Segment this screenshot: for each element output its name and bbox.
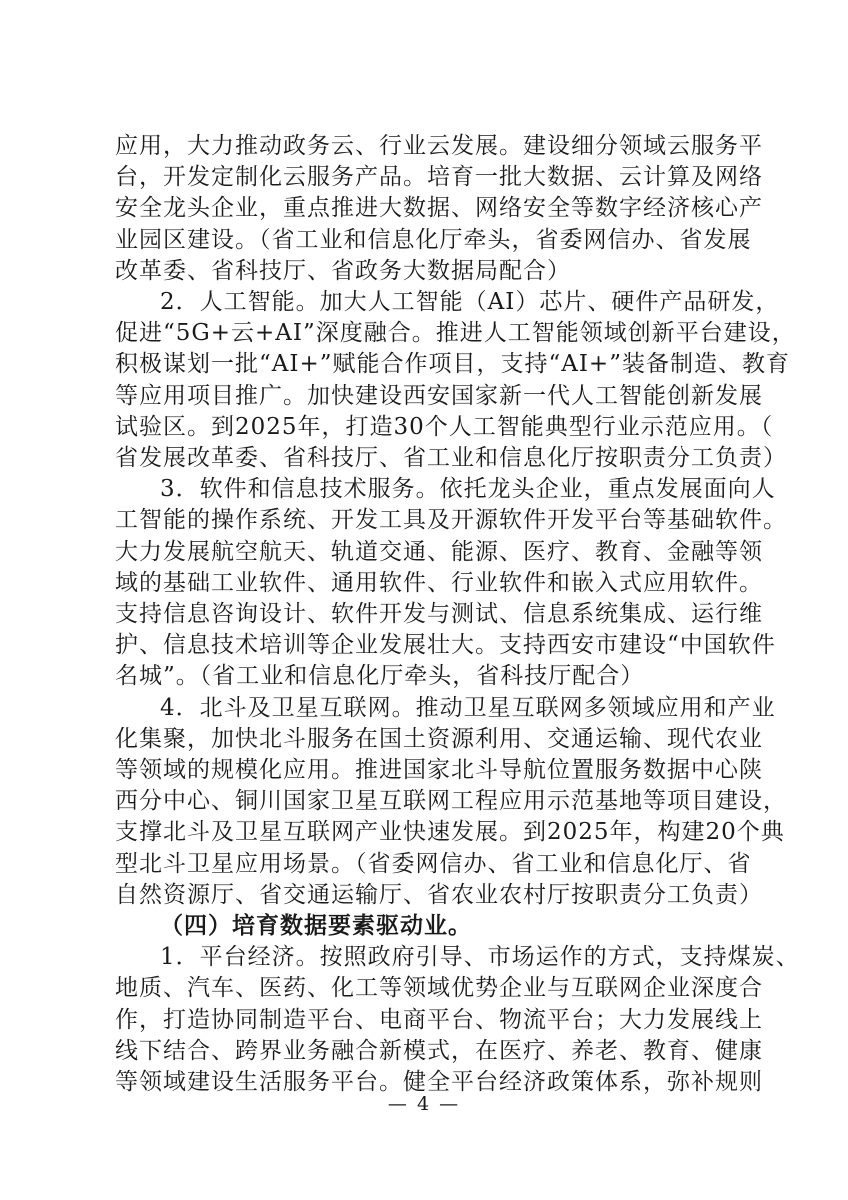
body-text-line: 安全龙头企业，重点推进大数据、网络安全等数字经济核心产 <box>115 195 763 221</box>
body-text-line: 业园区建设。（省工业和信息化厅牵头，省委网信办、省发展 <box>115 227 752 253</box>
body-text-line: 省发展改革委、省科技厅、省工业和信息化厅按职责分工负责） <box>115 445 787 471</box>
body-text-line: 大力发展航空航天、轨道交通、能源、医疗、教育、金融等领 <box>115 539 763 565</box>
section-item-beidou: 4．北斗及卫星互联网。推动卫星互联网多领域应用和产业 <box>160 695 776 721</box>
body-text-line: 护、信息技术培训等企业发展壮大。支持西安市建设“中国软件 <box>115 632 776 658</box>
body-text-line: 域的基础工业软件、通用软件、行业软件和嵌入式应用软件。 <box>115 570 763 596</box>
section-heading: （四）培育数据要素驱动业。 <box>160 912 472 939</box>
section-item-platform-economy: 1．平台经济。按照政府引导、市场运作的方式，支持煤炭、 <box>160 944 800 970</box>
body-text-line: 名城”。（省工业和信息化厅牵头，省科技厅配合） <box>115 663 645 689</box>
body-text-line: 等应用项目推广。加快建设西安国家新一代人工智能创新发展 <box>115 383 763 409</box>
body-text-line: 改革委、省科技厅、省政务大数据局配合） <box>115 258 571 284</box>
page-number: — 4 — <box>387 1093 461 1115</box>
body-text-line: 支持信息咨询设计、软件开发与测试、信息系统集成、运行维 <box>115 601 763 627</box>
body-text-line: 等领域建设生活服务平台。健全平台经济政策体系，弥补规则 <box>115 1069 763 1095</box>
section-item-ai: 2．人工智能。加大人工智能（AI）芯片、硬件产品研发， <box>160 289 780 315</box>
body-text-line: 作，打造协同制造平台、电商平台、物流平台；大力发展线上 <box>115 1007 763 1033</box>
body-text-line: 支撑北斗及卫星互联网产业快速发展。到2025年，构建20个典 <box>115 819 785 845</box>
body-text-line: 等领域的规模化应用。推进国家北斗导航位置服务数据中心陕 <box>115 757 763 783</box>
body-text-line: 台，开发定制化云服务产品。培育一批大数据、云计算及网络 <box>115 164 763 190</box>
body-text-line: 积极谋划一批“AI+”赋能合作项目，支持“AI+”装备制造、教育 <box>115 351 790 377</box>
body-text-line: 促进“5G+云+AI”深度融合。推进人工智能领域创新平台建设， <box>115 320 796 346</box>
body-text-line: 线下结合、跨界业务融合新模式，在医疗、养老、教育、健康 <box>115 1038 763 1064</box>
body-text-line: 试验区。到2025年，打造30个人工智能典型行业示范应用。（ <box>115 414 774 440</box>
body-text-line: 化集聚，加快北斗服务在国土资源利用、交通运输、现代农业 <box>115 726 763 752</box>
body-text-line: 自然资源厅、省交通运输厅、省农业农村厅按职责分工负责） <box>115 882 763 908</box>
body-text-line: 应用，大力推动政务云、行业云发展。建设细分领域云服务平 <box>115 133 763 159</box>
body-text-line: 工智能的操作系统、开发工具及开源软件开发平台等基础软件。 <box>115 507 787 533</box>
body-text-line: 地质、汽车、医药、化工等领域优势企业与互联网企业深度合 <box>115 975 763 1001</box>
body-text-line: 西分中心、铜川国家卫星互联网工程应用示范基地等项目建设， <box>115 788 787 814</box>
section-item-software: 3．软件和信息技术服务。依托龙头企业，重点发展面向人 <box>160 476 776 502</box>
body-text-line: 型北斗卫星应用场景。（省委网信办、省工业和信息化厅、省 <box>115 851 752 877</box>
